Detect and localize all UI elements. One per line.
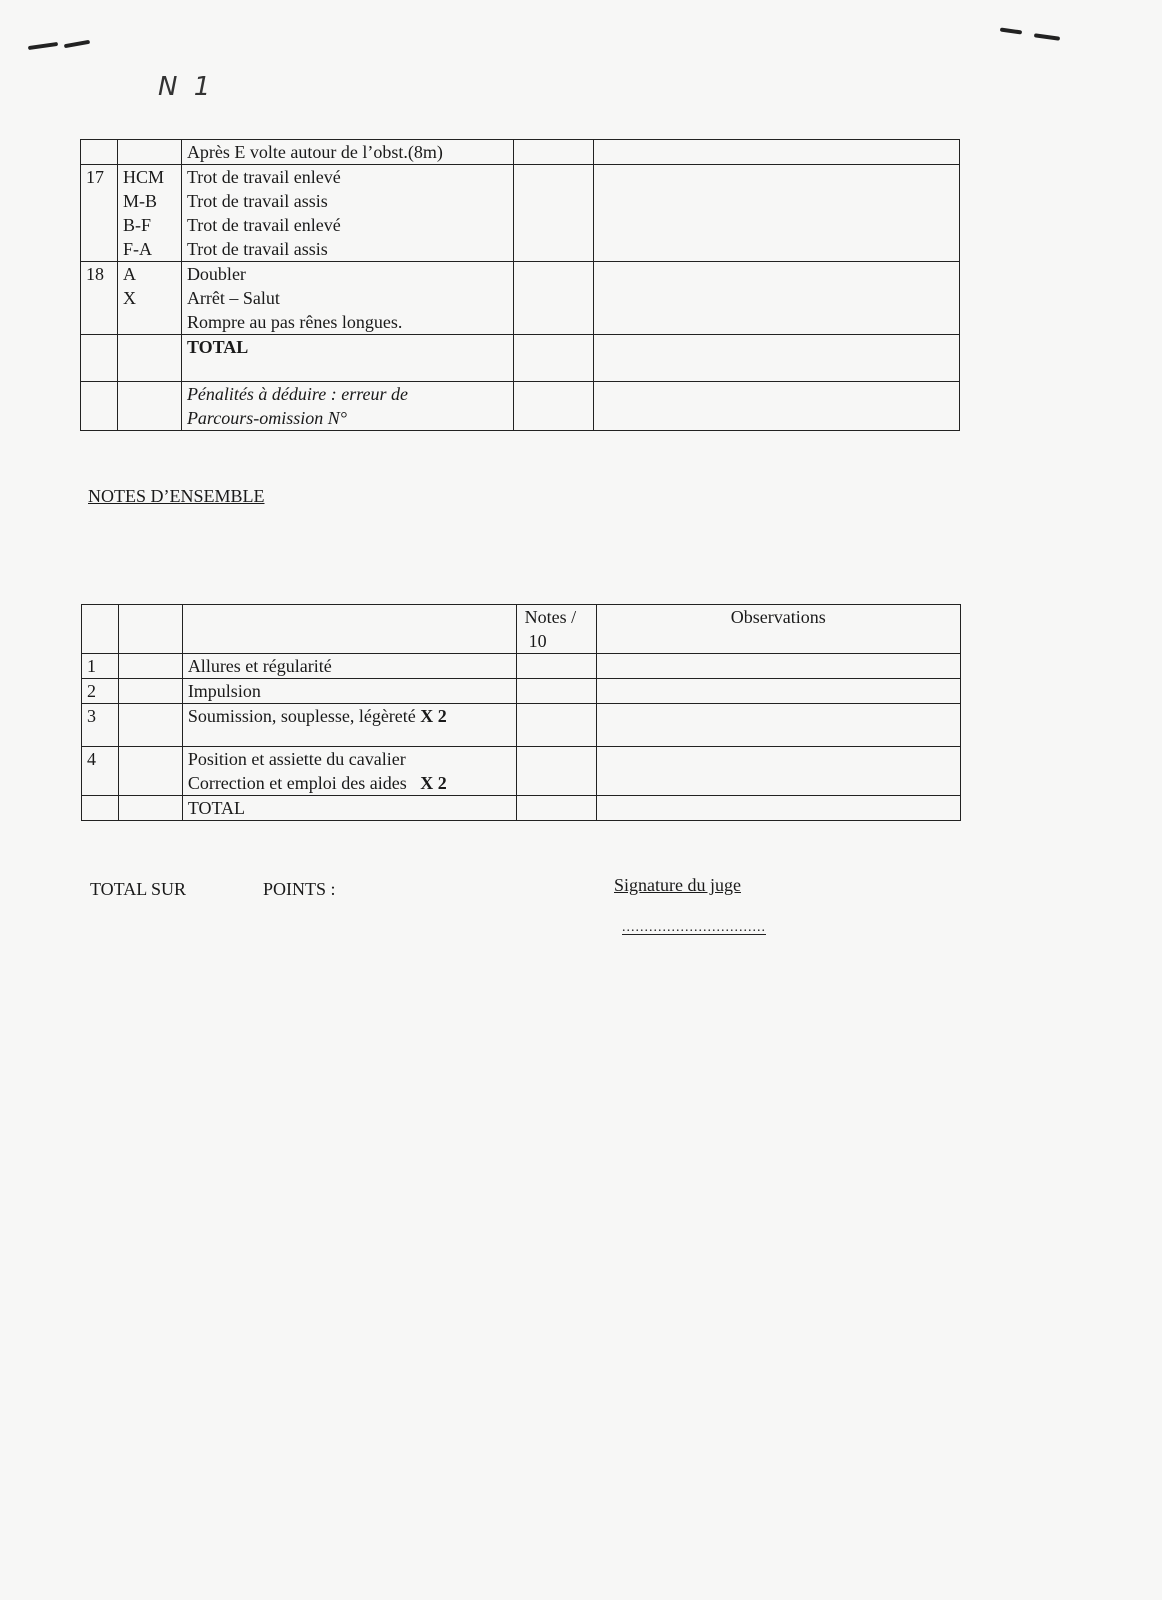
criterion-line (188, 747, 511, 771)
table-row (82, 679, 961, 704)
movement-number: 18 (81, 262, 118, 335)
note-cell[interactable] (516, 704, 596, 747)
movement-description (181, 335, 513, 382)
table-row (81, 335, 960, 382)
arena-letter: B-F (122, 215, 151, 235)
criterion-text: Allures et régularité (187, 656, 332, 676)
empty-cell (118, 747, 182, 796)
coefficient: X 2 (420, 706, 447, 726)
notes-header-line: Notes / (524, 607, 577, 627)
criterion-line (188, 654, 511, 678)
arena-letters (117, 165, 181, 262)
criterion-number: 2 (82, 679, 119, 704)
notes-header-line: 10 (528, 631, 547, 651)
criterion-line (188, 796, 511, 820)
empty-cell (118, 796, 182, 821)
observation-cell[interactable] (593, 140, 959, 165)
movements-table (80, 139, 960, 431)
criterion-number (82, 796, 119, 821)
empty-cell (118, 654, 182, 679)
movement-number: 17 (81, 165, 118, 262)
criterion-label (182, 704, 516, 747)
criterion-text: Soumission, souplesse, légèreté (187, 706, 421, 726)
criterion-line (188, 679, 511, 703)
criterion-number: 4 (82, 747, 119, 796)
arena-letter: M-B (122, 191, 157, 211)
movement-number (81, 140, 118, 165)
movement-line: TOTAL (186, 337, 249, 357)
observation-cell[interactable] (593, 335, 959, 382)
table-row (81, 140, 960, 165)
criterion-text: Position et assiette du cavalier (187, 749, 406, 769)
coefficient: X 2 (420, 773, 447, 793)
observation-cell[interactable] (596, 704, 960, 747)
movement-line: Trot de travail enlevé (186, 215, 341, 235)
table-row (82, 796, 961, 821)
criterion-line (188, 771, 511, 795)
empty-cell (118, 679, 182, 704)
overall-notes-table (81, 604, 961, 821)
arena-letters (117, 140, 181, 165)
observation-cell[interactable] (593, 382, 959, 431)
note-cell[interactable] (513, 335, 593, 382)
corner-mark (64, 40, 90, 48)
note-cell[interactable] (513, 382, 593, 431)
arena-letter: A (122, 264, 136, 284)
movement-line: Trot de travail enlevé (186, 167, 341, 187)
table-row (82, 654, 961, 679)
header-cell (182, 605, 516, 654)
movement-line: Pénalités à déduire : erreur de (186, 384, 409, 404)
note-cell[interactable] (513, 140, 593, 165)
arena-letter (123, 140, 176, 164)
movement-number (81, 335, 118, 382)
note-cell[interactable] (513, 262, 593, 335)
movement-number (81, 382, 118, 431)
judge-signature-label: Signature du juge (614, 875, 741, 895)
table-row (81, 262, 960, 335)
observation-cell[interactable] (596, 679, 960, 704)
empty-cell (118, 704, 182, 747)
criterion-text: Correction et emploi des aides (187, 773, 421, 793)
observations-header: Observations (596, 605, 960, 654)
header-cell (118, 605, 182, 654)
note-cell[interactable] (516, 796, 596, 821)
criterion-number: 1 (82, 654, 119, 679)
note-cell[interactable] (513, 165, 593, 262)
arena-letter (123, 382, 176, 406)
total-sur-label: TOTAL SUR (90, 879, 187, 899)
observation-cell[interactable] (596, 796, 960, 821)
corner-mark (1000, 27, 1022, 34)
criterion-label (182, 747, 516, 796)
movement-line: Doubler (186, 264, 246, 284)
arena-letters (117, 335, 181, 382)
arena-letters (117, 382, 181, 431)
movement-line: Rompre au pas rênes longues. (186, 312, 403, 332)
header-cell (82, 605, 119, 654)
movement-line: Trot de travail assis (186, 239, 328, 259)
arena-letter (123, 310, 176, 334)
criterion-number: 3 (82, 704, 119, 747)
movement-line: Après E volte autour de l’obst.(8m) (186, 142, 443, 162)
observation-cell[interactable] (593, 262, 959, 335)
movement-line: Trot de travail assis (186, 191, 328, 211)
criterion-line (188, 704, 511, 728)
corner-mark (1034, 33, 1060, 41)
observation-cell[interactable] (596, 747, 960, 796)
movement-description (181, 165, 513, 262)
criterion-label (182, 679, 516, 704)
criterion-label (182, 654, 516, 679)
criterion-label (182, 796, 516, 821)
movement-line: Arrêt – Salut (186, 288, 280, 308)
signature-line: ................................ (622, 920, 766, 935)
movement-line: Parcours-omission N° (186, 408, 347, 428)
observation-cell[interactable] (596, 654, 960, 679)
table-row (81, 382, 960, 431)
criterion-text: TOTAL (187, 798, 246, 818)
handwritten-sheet-number: N 1 (158, 72, 215, 102)
table-header-row (82, 605, 961, 654)
movement-description (181, 382, 513, 431)
arena-letter: F-A (122, 239, 152, 259)
table-row (82, 704, 961, 747)
note-cell[interactable] (516, 679, 596, 704)
table-row (81, 165, 960, 262)
criterion-text: Impulsion (187, 681, 261, 701)
notes-header (516, 605, 596, 654)
arena-letter (123, 335, 176, 359)
note-cell[interactable] (516, 747, 596, 796)
movement-description (181, 140, 513, 165)
corner-mark (28, 42, 58, 50)
observation-cell[interactable] (593, 165, 959, 262)
arena-letter: X (122, 288, 136, 308)
note-cell[interactable] (516, 654, 596, 679)
arena-letter: HCM (122, 167, 164, 187)
table-row (82, 747, 961, 796)
movement-description (181, 262, 513, 335)
section-title-notes-ensemble: NOTES D’ENSEMBLE (88, 486, 265, 506)
arena-letters (117, 262, 181, 335)
points-label: POINTS : (263, 879, 336, 899)
